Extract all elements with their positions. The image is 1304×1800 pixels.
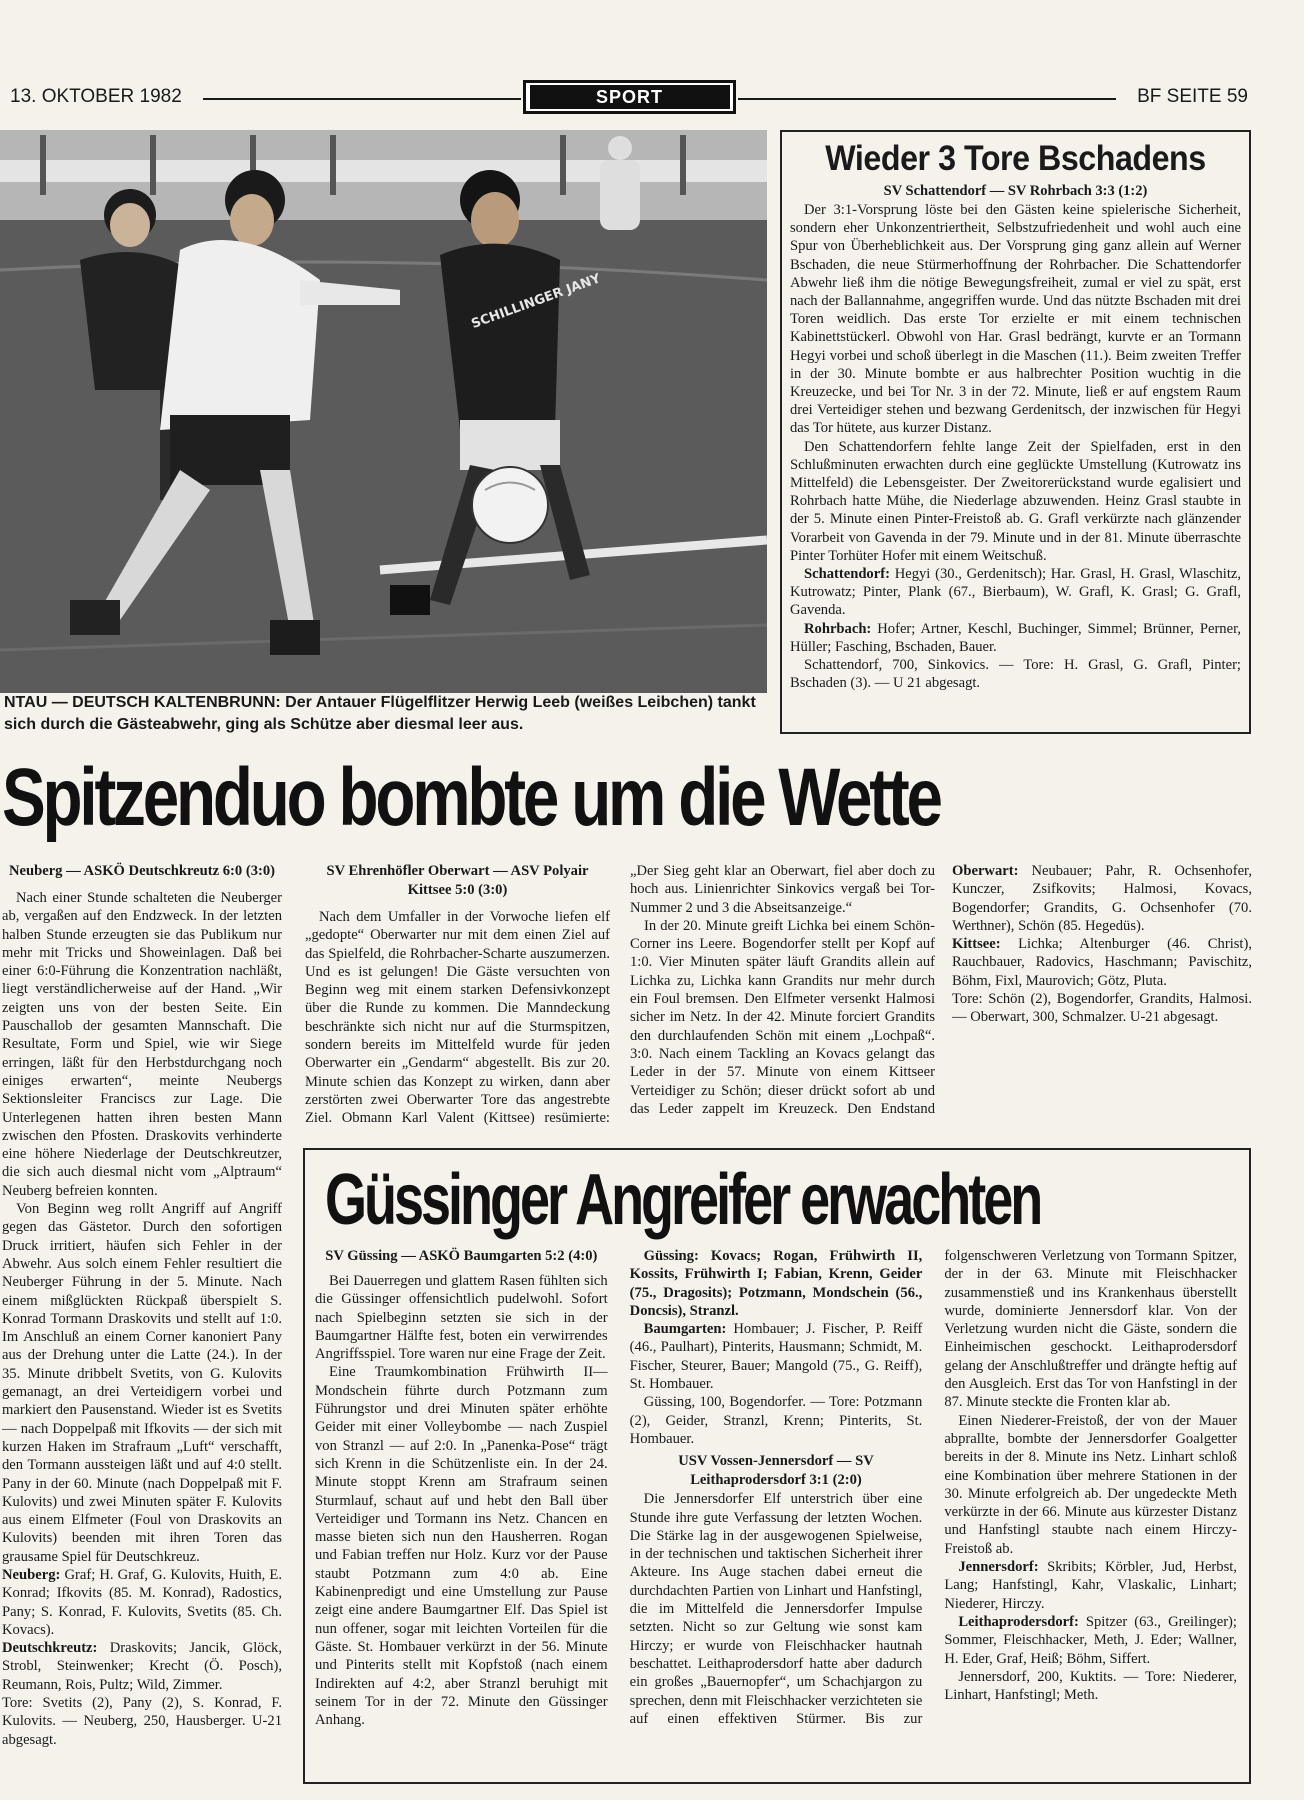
headline-guessinger: Güssinger Angreifer erwachten: [325, 1160, 1041, 1240]
article-oberwart: [305, 862, 935, 1137]
team-name: Baumgarten:: [643, 1321, 727, 1338]
match-result: Neuberg — ASKÖ Deutschkreutz 6:0 (3:0): [8, 863, 276, 879]
paragraph: Eine Traumkombination Frühwirth II—Mondschein führte durch Potzmann zum Führungstor und drei Minuten später erhöhte Geider mit einer Volleybombe — nach Zuspiel von Stranzl — auf 2:0. In „Panenka-Pose“ trägt sich Krenn in die Schützenliste ein. In der 24. Minute stoppt Krenn am Strafraum seinen Sturmlauf, schaut auf und hebt den Ball über Verteidiger und Tormann ins Netz. Chancen en masse bieten sich nun den Hausherren. Rogan und Fabian treffen nur Holz. Kurz vor der Pause staubt Potzmann zum 4:0 ab. Eine Kabinenpredigt und eine Umstellung zur Pause zeigt eine andere Baumgartner Elf. Das Spiel ist nun offener, sogar mit leichten Vorteilen für die Gäste. St. Hombauer verkürzt in der 56. Minute und Pinterits stellt mit Kopfstoß (nach einem Indirekten auf 4:2, aber Stranzl beruhigt mit seinem Tor in der 72. Minute den Güssinger Anhang.: [315, 1364, 608, 1729]
article-body: [790, 201, 1241, 692]
paragraph: Nach dem Umfaller in der Vorwoche liefen elf „gedopte“ Oberwarter nur mit dem einen Ziel auf das Spielfeld, die Rohrbacher-Scharte auszumerzen. Und es ist gelungen! Die Gäste versuchten von Beginn weg mit einem starken Defensivkonzept über die Runde zu kommen. Die Manndeckung beschränkte sich nicht nur auf die Sturmspitzen, sondern bereits im Mittelfeld wurde für jeden Oberwarter ein „Gendarm“ abgestellt. Bis zur 20. Minute schien das Konzept zu wirken, dann aber zerstörten zwei Oberwarter Tore das angestrebte Ziel. Obmann Karl Valent (Kittsee) resümierte: „Der Sieg geht klar an Oberwart, fiel aber doch zu hoch aus. Linienrichter Sinkovics vergaß bei Tor-Nummer 2 und 3 die Abseitsanzeige.“: [305, 863, 935, 1127]
paragraph: Der 3:1-Vorsprung löste bei den Gästen keine spielerische Sicherheit, sondern eher Unkonzentriertheit, Selbstzufriedenheit und wohl auch eine Spur von Überheblichkeit aus. Der Vorsprung ging ganz allein auf Werner Bschaden, die neue Stürmerhoffnung der Rohrbacher. Die Schattendorfer Abwehr ließ ihm die nötige Bewegungsfreiheit, zumal er viel zu spät, erst nach der Ballannahme, angegriffen wurde. Und das nützte Bschaden mit drei Toren weidlich. Das erste Tor erzielte er mit einem technischen Kabinettstückerl. Obwohl von Har. Grasl bedrängt, kurvte er an Tormann Hegyi vorbei und schoß überlegt in die Maschen (11.). Beim zweiten Treffer in der 30. Minute bombte er aus halbrechter Position wuchtig in die Kreuzecke, und bei Tor Nr. 3 in der 72. Minute, ließ er auf engstem Raum drei Verteidiger stehen und bezwang Gerdenitsch, der inzwischen für Hegyi das Tor hütete, aus kurzer Distanz.: [790, 202, 1241, 437]
match-photo: [0, 130, 767, 693]
lineup-home: [944, 1558, 1237, 1613]
paragraph: Nach einer Stunde schalteten die Neuberger ab, vergaßen auf den Endzweck. In der letzten halben Stunde erzeugten sie das Publikum nur mehr mit Tricks und Showeinlagen. Daß bei einer 6:0-Führung die Konzentration nachläßt, liegt verständlicherweise auf der Hand. „Wir zeigten uns von der besten Seite. Ein Pauschallob der gesamten Mannschaft. Die Resultate, Form und Spiel, wie wir Siege erringen, läßt für den Herbstdurchgang noch einiges erwarten“, meinte Neubergs Sektionsleiter Franciscs zur Lage. Die Unterlegenen hatten ihren besten Mann zwischen den Pfosten. Draskovits verhinderte eine höhere Niederlage der Deutschkreutzer, die sich auch diesmal nicht vom „Alptraum“ Neuberg befreien konnten.: [2, 890, 282, 1199]
match-info: Tore: Svetits (2), Pany (2), S. Konrad, F. Kulovits. — Neuberg, 250, Hausberger. U-21 abgesagt.: [2, 1695, 282, 1748]
lineup-away: [790, 620, 1241, 656]
team-name: Leithaprodersdorf:: [958, 1613, 1079, 1630]
lineup-away: [2, 1639, 282, 1694]
section-label-text: SPORT: [530, 85, 730, 109]
lineup-text: Hofer; Artner, Keschl, Buchinger, Simmel; Brünner, Perner, Hüller; Fasching, Bschaden, Bauer.: [790, 620, 1241, 655]
header-rule-left: [203, 98, 521, 100]
article-oberwart-lineups: [952, 862, 1252, 1137]
paragraph: Den Schattendorfern fehlte lange Zeit der Spielfaden, erst in den Schlußminuten erwachten durch eine geglückte Umstellung (Kutrowatz ins Mittelfeld) die Lebensgeister. Der Zweitorerückstand wurde egalisiert und Rohrbach hatte Mühe, die Niederlage abzuwenden. Heinz Grasl staubte in der 5. Minute einen Pinter-Freistoß ab. G. Grafl verkürzte nach glänzender Vorarbeit von Gavenda in der 79. Minute und in der 81. Minute überraschte Pinter Torhüter Hofer mit einem Weitschuß.: [790, 438, 1241, 564]
paragraph: Bei Dauerregen und glattem Rasen fühlten sich die Güssinger offensichtlich pudelwohl. Sofort nach Spielbeginn setzten sie sich in der Baumgartner Hälfte fest, boten ein verwirrendes Angriffsspiel. Tore waren nur eine Frage der Zeit.: [315, 1273, 608, 1363]
paragraph: Einen Niederer-Freistoß, der von der Mauer abprallte, bombte der Jennersdorfer Goalgetter bereits in der 8. Minute ins Netz. Linhart schloß eine Kombination über mehrere Stationen in der 30. Minute erfolgreich ab. Der ungedeckte Meth verkürzte in der 66. Minute aus kürzester Distanz und Hanfstingl staubte nach einem Hirczy-Freistoß ab.: [944, 1412, 1237, 1557]
paragraph: In der 20. Minute greift Lichka bei einem Schön-Corner ins Leere. Bogendorfer stellt per Kopf auf 1:0. Vier Minuten später läuft Grandits allein auf Lichka zu, Lichka kann Grandits nur mehr durch ein Foul bremsen. Den Elfmeter versenkt Halmosi sicher im Netz. In der 42. Minute forciert Grandits den durchlaufenden Schön mit einem „Lochpaß“. 3:0. Nach einem Tackling an Kovacs gelangt das Leder in der 57. Minute von einem Kittseer Verteidiger zu Schön; dieser drückt sofort ab und das Leder zappelt im Kreuzeck. Den Endstand: [630, 917, 935, 1117]
match-info: Schattendorf, 700, Sinkovics. — Tore: H. Grasl, G. Grafl, Pinter; Bschaden (3). — U 21 abgesagt.: [790, 657, 1241, 692]
page-number: BF SEITE 59: [1137, 86, 1248, 107]
lineup-text: Draskovits; Jancik, Glöck, Strobl, Steinwenker; Krecht (Ö. Posch), Reumann, Rois, Pultz; Wild, Zimmer.: [2, 1640, 282, 1693]
lineup-away: [630, 1320, 923, 1393]
team-name: Deutschkreutz:: [2, 1640, 98, 1657]
lineup-text: Skribits; Körbler, Jud, Herbst, Lang; Hanfstingl, Kahr, Vlaskalic, Linhart; Niederer, Hirczy.: [944, 1559, 1237, 1612]
paragraph: Die Jennersdorfer Elf unterstrich über eine Stunde ihre gute Verfassung der letzten Wochen. Die Stärke lag in der ausgewogenen Spielweise, in der technischen und taktischen Sicherheit ihrer Akteure. Ins Auge stachen dabei erneut die durchdachten Partien von Linhart und Hanfstingl, die im Mittelfeld die Jennersdorfer Impulse setzten. Nicht so zur Geltung wie sonst kam Hirczy; er wurde von Fleischhacker hautnah beschattet. Leithaprodersdorf hatte aber dadurch ein großes „Bauernopfer“, um Schachjargon zu sprechen, denn mit Fleischhacker verzichteten sie auf einen effektiven Stürmer. Bis zur folgenschweren Verletzung von Tormann Spitzer, der in der 63. Minute mit Fleischhacker zusammenstieß und ins Krankenhaus überstellt wurde, dominierte Jennersdorf klar. Von der Verletzung wurden nicht die Gäste, sondern die Einheimischen geschockt. Leithaprodersdorf gelang der Anschlußtreffer und drängte heftig auf den Ausgleich. Erst das Tor von Hanfstingl in der 87. Minute steckte die Fronten klar ab.: [629, 1248, 1237, 1727]
lineup-text: Neubauer; Pahr, R. Ochsenhofer, Kunczer, Zsifkovits; Halmosi, Kovacs, Bogendorfer; Grandits, G. Ochsenhofer (70. Werthner), Schön (85. Hegedüs).: [952, 863, 1252, 934]
lineup-home: [630, 1247, 923, 1320]
team-name: Jennersdorf:: [958, 1559, 1039, 1576]
team-name: Kittsee:: [952, 936, 1001, 953]
lineup-text: Graf; H. Graf, G. Kulovits, Huith, E. Konrad; Ifkovits (85. M. Konrad), Radostics, Pany; S. Konrad, F. Kulovits, Svetits (85. Ch. Kovacs).: [2, 1566, 282, 1638]
article-title: Wieder 3 Tore Bschadens: [825, 139, 1206, 178]
lineup-text: Lichka; Altenburger (46. Christ), Rauchbauer, Radovics, Haschmann; Pavischitz, Böhm, Fixl, Maurovich; Götz, Pluta.: [952, 936, 1252, 989]
match-info: Tore: Schön (2), Bogendorfer, Grandits, Halmosi. — Oberwart, 300, Schmalzer. U-21 abgesagt.: [952, 991, 1252, 1026]
jersey-text: SCHILLINGER JANY: [469, 271, 603, 333]
article-guessing-body: [315, 1247, 1237, 1775]
article-box-schattendorf: [780, 130, 1251, 734]
team-name: Schattendorf:: [804, 566, 890, 583]
lineup-text: Hombauer; J. Fischer, P. Reiff (46., Paulhart), Pinterits, Hausmann; Schmidt, M. Fischer, Steurer, Bauer; Mangold (75., G. Reiff), St. Hombauer.: [629, 1321, 923, 1393]
paragraph: Von Beginn weg rollt Angriff auf Angriff gegen das Gästetor. Durch den sofortigen Druck irritiert, häufen sich Fehler in der Abwehr. Aus solch einem Fehler resultiert die Neuberger Führung in der 5. Minute. Nach einem mißglückten Rückpaß überspielt S. Konrad Tormann Draskovits und stellt auf 1:0. Im Anschluß an einem Corner kanoniert Pany aus der Drehung unter die Latte (24.). In der 35. Minute dribbelt Svetits, von G. Kulovits gemanagt, an drei Verteidigern vorbei und markiert den Pausenstand. Wieder ist es Svetits — nach Doppelpaß mit Ifkovits — der sich mit kurzen Haken im Strafraum „Luft“ verschafft, den Tormann aussteigen läßt und auf 4:0 stellt. Pany in der 60. Minute (nach Doppelpaß mit F. Kulovits) und zwei Minuten später F. Kulovits aus einem Elfmeter (Foul von Draskovits an Kulovits) beenden mit ihren Toren das grausame Spiel für Deutschkreuz.: [2, 1201, 282, 1565]
article-neuberg: [2, 862, 282, 1767]
team-name: Rohrbach:: [804, 620, 872, 637]
lineup-home: [952, 862, 1252, 935]
team-name: Oberwart:: [952, 863, 1019, 879]
lineup-home: [2, 1566, 282, 1639]
team-name: Güssing:: [643, 1248, 699, 1264]
header-rule-right: [738, 98, 1116, 100]
match-info: Güssing, 100, Bogendorfer. — Tore: Potzmann (2), Geider, Stranzl, Krenn; Pinterits, St. Hombauer.: [629, 1394, 923, 1447]
lineup-home: [790, 565, 1241, 620]
headline-spitzenduo: Spitzenduo bombte um die Wette: [2, 752, 940, 843]
match-result: SV Güssing — ASKÖ Baumgarten 5:2 (4:0): [325, 1248, 598, 1264]
match-result: USV Vossen-Jennersdorf — SV Leithaprodersdorf 3:1 (2:0): [678, 1453, 874, 1489]
lineup-away: [952, 935, 1252, 990]
match-info: Jennersdorf, 200, Kuktits. — Tore: Niederer, Linhart, Hanfstingl; Meth.: [944, 1668, 1237, 1704]
match-result: SV Schattendorf — SV Rohrbach 3:3 (1:2): [883, 183, 1148, 199]
team-name: Neuberg:: [2, 1566, 61, 1583]
lineup-text: Spitzer (63., Greilinger); Sommer, Fleischhacker, Meth, J. Eder; Wallner, H. Eder, Graf, Heiß; Böhm, Siffert.: [944, 1613, 1237, 1667]
lineup-away: [944, 1613, 1237, 1668]
match-photo-illustration: [0, 130, 767, 693]
lineup-text: Hegyi (30., Gerdenitsch); Har. Grasl, H. Grasl, Wlaschitz, Kutrowatz; Pinter, Plank (67., Bierbaum), W. Grafl, K. Grasl; G. Grafl, Gavenda.: [790, 566, 1241, 619]
match-result: SV Ehrenhöfler Oberwart — ASV Polyair Kittsee 5:0 (3:0): [326, 863, 589, 898]
issue-date: 13. OKTOBER 1982: [10, 86, 182, 107]
photo-caption: NTAU — DEUTSCH KALTENBRUNN: Der Antauer Flügelflitzer Herwig Leeb (weißes Leibchen) tankt sich durch die Gästeabwehr, ging als Schütze aber diesmal leer aus.: [4, 694, 756, 733]
section-label: [523, 80, 736, 114]
lineup-text: Kovacs; Rogan, Frühwirth II, Kossits, Frühwirth I; Fabian, Krenn, Geider (75., Dragosits); Potzmann, Mondschein (56., Doncsis), Stranzl.: [629, 1248, 923, 1319]
